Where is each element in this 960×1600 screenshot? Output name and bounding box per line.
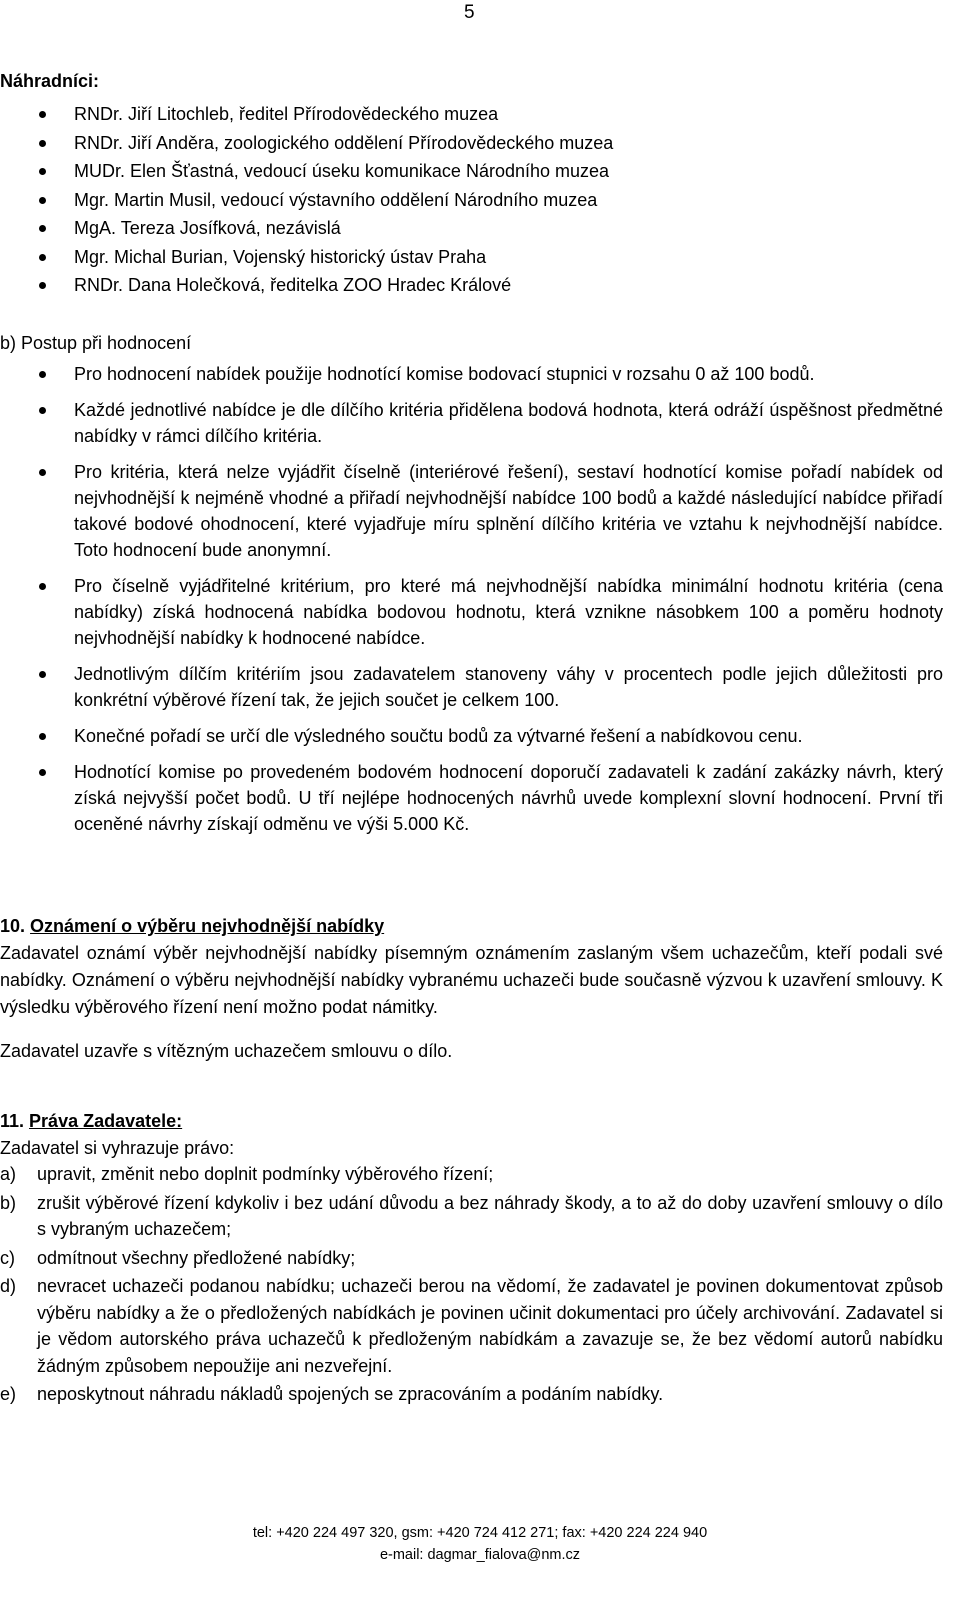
list-marker: a): [0, 1164, 17, 1184]
list-item: [0, 1190, 943, 1243]
list-item: [0, 1381, 943, 1408]
list-item: Jednotlivým dílčím kritériím jsou zadavatelem stanoveny váhy v procentech podle jejich důležitosti pro konkrétní výběrové řízení tak, že jejich součet je celkem 100.: [0, 661, 943, 713]
section-10-paragraph: Zadavatel oznámí výběr nejvhodnější nabídky písemným oznámením zaslaným všem uchazečům, kteří podali své nabídky. Oznámení o výběru nejvhodnější nabídky vybranému uchazeči bude současně výzvou k uzavření smlouvy. K výsledku výběrového řízení není možno podat námitky.: [0, 943, 943, 1017]
list-item: Mgr. Michal Burian, Vojenský historický ústav Praha: [0, 243, 720, 272]
substitutes-heading: Náhradníci:: [0, 71, 100, 91]
section-11: [0, 1108, 943, 1410]
list-item-text: nevracet uchazeči podanou nabídku; uchazeči berou na vědomí, že zadavatel je povinen dokumentovat způsob výběru nabídky a že o předložených nabídkách je povinen učinit dokumentaci pro účely archivování. Zadavatel si je vědom autorského práva uchazečů k předloženým nabídkám a zavazuje se, že bez vědomí autorů nabídku žádným způsobem nepoužije ani nezveřejní.: [37, 1276, 943, 1376]
section-11-intro: Zadavatel si vyhrazuje právo:: [0, 1137, 235, 1158]
page-footer: [0, 1522, 960, 1566]
section-10: [0, 913, 943, 1065]
list-item: [0, 1161, 943, 1188]
evaluation-heading: b) Postup při hodnocení: [0, 333, 192, 353]
rights-list: [0, 1161, 943, 1408]
footer-contact: tel: +420 224 497 320, gsm: +420 724 412 271; fax: +420 224 224 940: [252, 1525, 708, 1541]
page-number: 5: [464, 2, 475, 23]
section-11-title-text: Práva Zadavatele:: [29, 1111, 183, 1131]
evaluation-list: [0, 361, 943, 847]
list-marker: b): [0, 1192, 17, 1213]
list-item-text: neposkytnout náhradu nákladů spojených se zpracováním a podáním nabídky.: [37, 1384, 664, 1404]
list-marker: d): [0, 1276, 17, 1296]
substitutes-list: [0, 100, 720, 300]
list-item: RNDr. Dana Holečková, ředitelka ZOO Hradec Králové: [0, 271, 720, 300]
list-item: Pro číselně vyjádřitelné kritérium, pro které má nejvhodnější nabídka minimální hodnotu kritéria (cena nabídky) získá hodnocená nabídka bodovou hodnotu, která vznikne násobkem 100 a poměru hodnoty nejvhodnější nabídky k hodnocené nabídce.: [0, 573, 943, 651]
section-11-number: 11.: [0, 1111, 25, 1131]
list-item: Mgr. Martin Musil, vedoucí výstavního oddělení Národního muzea: [0, 186, 720, 215]
list-item: Pro kritéria, která nelze vyjádřit číselně (interiérové řešení), sestaví hodnotící komise pořadí nabídek od nejvhodnější k nejméně vhodné a přiřadí nejvhodnější nabídce 100 bodů a každé následující nabídce přiřadí takové bodové ohodnocení, které vyjadřuje míru splnění dílčího kritéria ve vztahu k nejvhodnější nabídce. Toto hodnocení bude anonymní.: [0, 459, 943, 563]
footer-email: e-mail: dagmar_fialova@nm.cz: [379, 1547, 581, 1563]
list-item: [0, 1245, 943, 1272]
list-item: Konečné pořadí se určí dle výsledného součtu bodů za výtvarné řešení a nabídkovou cenu.: [0, 723, 943, 749]
section-10-number: 10.: [0, 916, 26, 936]
list-item: Každé jednotlivé nabídce je dle dílčího kritéria přidělena bodová hodnota, která odráží úspěšnost předmětné nabídky v rámci dílčího kritéria.: [0, 397, 943, 449]
list-item: [0, 1273, 943, 1379]
list-item: RNDr. Jiří Anděra, zoologického oddělení Přírodovědeckého muzea: [0, 129, 720, 158]
list-item: MgA. Tereza Josífková, nezávislá: [0, 214, 720, 243]
list-item-text: upravit, změnit nebo doplnit podmínky výběrového řízení;: [37, 1164, 494, 1184]
section-11-title: [0, 1108, 943, 1135]
list-marker: e): [0, 1384, 17, 1404]
list-item-text: odmítnout všechny předložené nabídky;: [37, 1247, 356, 1268]
section-10-title: [0, 913, 943, 940]
list-item: MUDr. Elen Šťastná, vedoucí úseku komunikace Národního muzea: [0, 157, 720, 186]
list-item: Hodnotící komise po provedeném bodovém hodnocení doporučí zadavateli k zadání zakázky návrh, který získá nejvyšší počet bodů. U tří nejlépe hodnocených návrhů uvede komplexní slovní hodnocení. První tři oceněné návrhy získají odměnu ve výši 5.000 Kč.: [0, 759, 943, 837]
section-10-paragraph: Zadavatel uzavře s vítězným uchazečem smlouvu o dílo.: [0, 1041, 453, 1061]
list-marker: c): [0, 1247, 15, 1268]
section-10-title-text: Oznámení o výběru nejvhodnější nabídky: [30, 916, 385, 936]
list-item: RNDr. Jiří Litochleb, ředitel Přírodovědeckého muzea: [0, 100, 720, 129]
list-item-text: zrušit výběrové řízení kdykoliv i bez udání důvodu a bez náhrady škody, a to až do doby uzavření smlouvy o dílo s vybraným uchazečem;: [37, 1192, 943, 1239]
list-item: Pro hodnocení nabídek použije hodnotící komise bodovací stupnici v rozsahu 0 až 100 bodů.: [0, 361, 943, 387]
